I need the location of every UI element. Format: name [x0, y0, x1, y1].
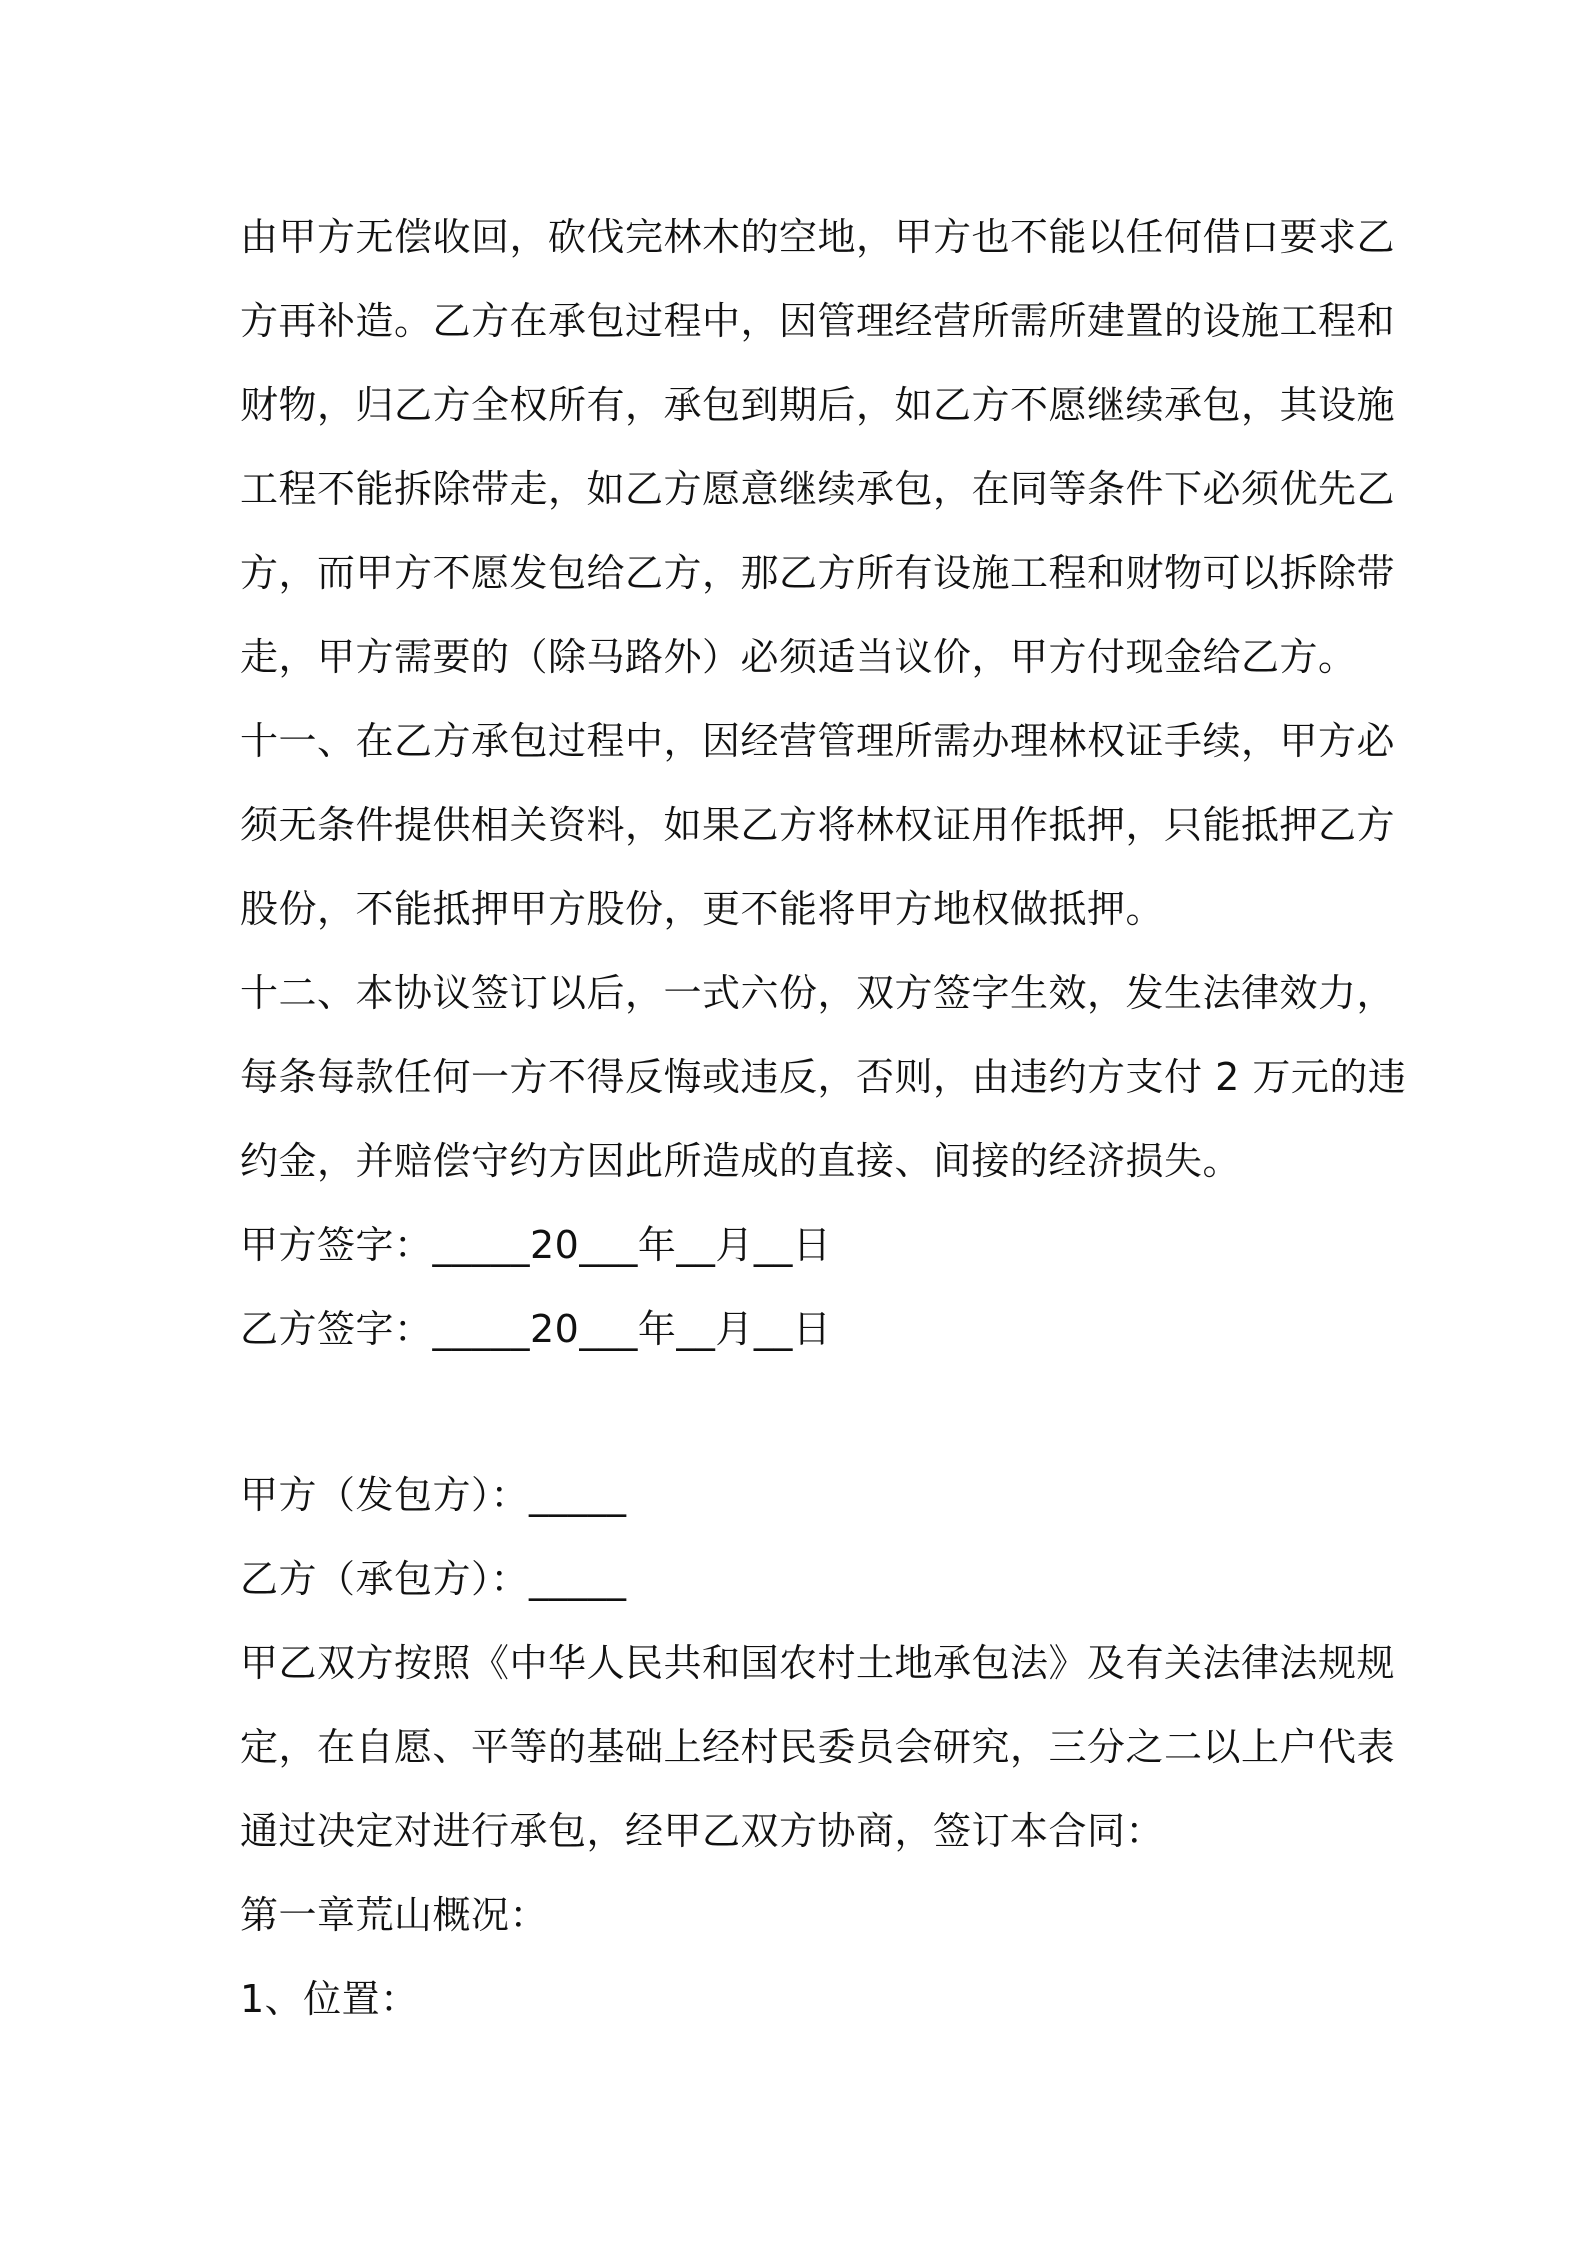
text-line: 工程不能拆除带走，如乙方愿意继续承包，在同等条件下必须优先乙	[240, 467, 1396, 511]
text-line: 方，而甲方不愿发包给乙方，那乙方所有设施工程和财物可以拆除带	[240, 551, 1396, 595]
party-a-signature-line: 甲方签字：_____20___年__月__日	[240, 1223, 832, 1267]
text-line: 股份，不能抵押甲方股份，更不能将甲方地权做抵押。	[240, 887, 1165, 931]
text-line: 由甲方无偿收回，砍伐完林木的空地，甲方也不能以任何借口要求乙	[240, 215, 1396, 259]
chapter-heading: 第一章荒山概况：	[240, 1893, 549, 1937]
text-line: 方再补造。乙方在承包过程中，因管理经营所需所建置的设施工程和	[240, 299, 1396, 343]
section-gap	[240, 1371, 1360, 1453]
party-a-label: 甲方（发包方）：_____	[240, 1473, 627, 1517]
text-line: 财物，归乙方全权所有，承包到期后，如乙方不愿继续承包，其设施	[240, 383, 1396, 427]
text-line: 甲乙双方按照《中华人民共和国农村土地承包法》及有关法律法规规	[240, 1641, 1396, 1685]
text-line: 每条每款任何一方不得反悔或违反，否则，由违约方支付 2 万元的违	[240, 1055, 1407, 1099]
text-line: 定，在自愿、平等的基础上经村民委员会研究，三分之二以上户代表	[240, 1725, 1396, 1769]
text-line: 走，甲方需要的（除马路外）必须适当议价，甲方付现金给乙方。	[240, 635, 1357, 679]
text-line: 通过决定对进行承包，经甲乙双方协商，签订本合同：	[240, 1809, 1165, 1853]
item-location: 1、位置：	[240, 1977, 419, 2021]
text-line: 须无条件提供相关资料，如果乙方将林权证用作抵押，只能抵押乙方	[240, 803, 1396, 847]
clause-twelve-line: 十二、本协议签订以后，一式六份，双方签字生效，发生法律效力，	[240, 971, 1396, 1015]
text-line: 约金，并赔偿守约方因此所造成的直接、间接的经济损失。	[240, 1139, 1242, 1183]
party-b-label: 乙方（承包方）：_____	[240, 1557, 627, 1601]
clause-eleven-line: 十一、在乙方承包过程中，因经营管理所需办理林权证手续，甲方必	[240, 719, 1396, 763]
party-b-signature-line: 乙方签字：_____20___年__月__日	[240, 1307, 832, 1351]
document-page	[240, 195, 1407, 2041]
